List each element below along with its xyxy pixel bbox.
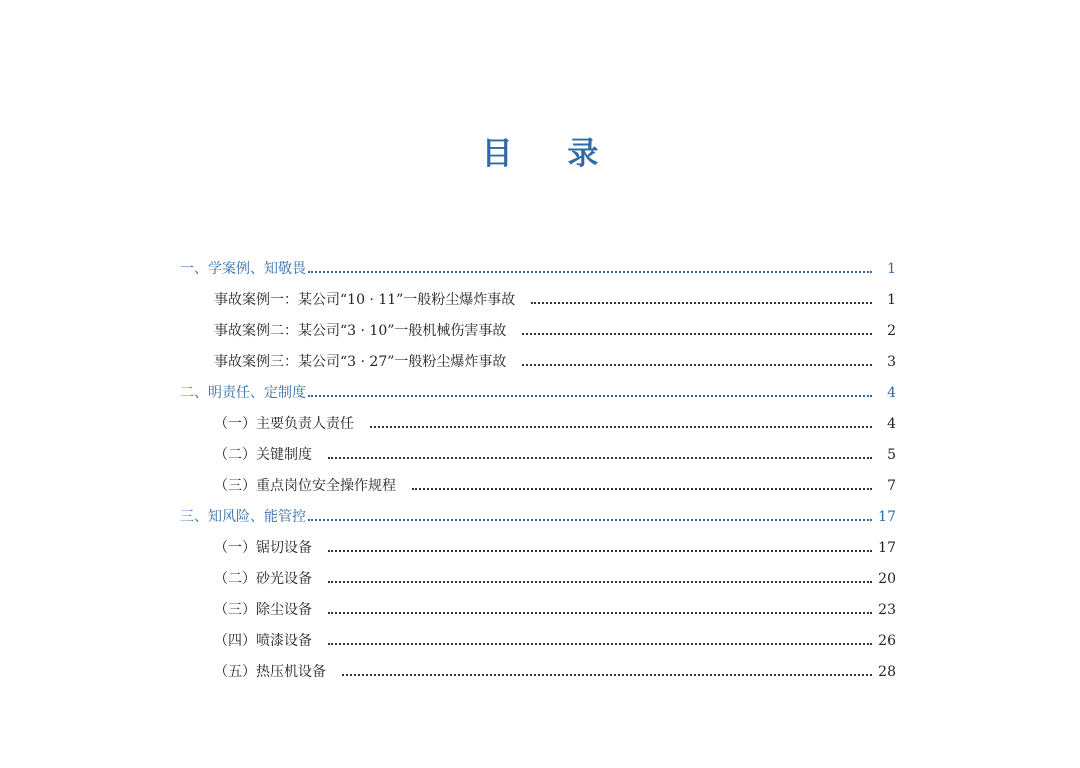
dot-leader xyxy=(328,611,872,614)
toc-page-number: 1 xyxy=(887,292,896,308)
toc-entry-label: （二）关键制度 xyxy=(214,447,312,463)
toc-entry-label: 三、知风险、能管控 xyxy=(180,509,306,525)
toc-entry-subsection[interactable] xyxy=(180,533,896,564)
toc-entry-label: （二）砂光设备 xyxy=(214,571,312,587)
toc-entry-label: 事故案例一：某公司“10 · 11”一般粉尘爆炸事故 xyxy=(214,292,516,308)
toc-entry-case-3[interactable] xyxy=(180,347,896,378)
toc-page-number: 4 xyxy=(887,416,896,432)
toc-entry-label: （五）热压机设备 xyxy=(214,664,326,680)
dot-leader xyxy=(370,425,872,428)
dot-leader xyxy=(412,487,872,490)
dot-leader xyxy=(531,301,872,304)
dot-leader xyxy=(522,363,872,366)
toc-page-number: 26 xyxy=(878,633,896,649)
dot-leader xyxy=(522,332,872,335)
dot-leader xyxy=(308,394,872,397)
toc-page-number: 1 xyxy=(887,261,896,277)
toc-entry-section-2[interactable] xyxy=(180,378,896,409)
toc-entry-label: 一、学案例、知敬畏 xyxy=(180,261,306,277)
toc-entry-subsection[interactable] xyxy=(180,657,896,688)
toc-entry-label: 二、明责任、定制度 xyxy=(180,385,306,401)
toc-entry-label: （一）主要负责人责任 xyxy=(214,416,354,432)
dot-leader xyxy=(328,580,872,583)
toc-page-number: 17 xyxy=(878,540,896,556)
toc-entry-label: 事故案例三：某公司“3 · 27”一般粉尘爆炸事故 xyxy=(214,354,507,370)
toc-entry-section-3[interactable] xyxy=(180,502,896,533)
toc-entry-subsection[interactable] xyxy=(180,471,896,502)
toc-page-number: 20 xyxy=(878,571,896,587)
toc-entry-case-1[interactable] xyxy=(180,285,896,316)
toc-page-number: 7 xyxy=(887,478,896,494)
toc-page-number: 28 xyxy=(878,664,896,680)
toc-entry-label: （四）喷漆设备 xyxy=(214,633,312,649)
dot-leader xyxy=(328,549,872,552)
toc-entry-subsection[interactable] xyxy=(180,626,896,657)
toc-page-number: 17 xyxy=(878,509,896,525)
toc-page-number: 2 xyxy=(887,323,896,339)
toc-entry-label: （三）重点岗位安全操作规程 xyxy=(214,478,396,494)
dot-leader xyxy=(328,456,872,459)
toc-page-number: 3 xyxy=(887,354,896,370)
toc-entry-label: （一）锯切设备 xyxy=(214,540,312,556)
toc-entry-subsection[interactable] xyxy=(180,409,896,440)
dot-leader xyxy=(308,270,872,273)
page-title: 目 录 xyxy=(481,136,621,172)
toc-entry-label: 事故案例二：某公司“3 · 10”一般机械伤害事故 xyxy=(214,323,507,339)
toc-entry-section-1[interactable] xyxy=(180,254,896,285)
dot-leader xyxy=(308,518,872,521)
toc-entry-subsection[interactable] xyxy=(180,595,896,626)
dot-leader xyxy=(328,642,872,645)
toc-entry-case-2[interactable] xyxy=(180,316,896,347)
toc-entry-subsection[interactable] xyxy=(180,440,896,471)
toc-entry-subsection[interactable] xyxy=(180,564,896,595)
toc-page-number: 4 xyxy=(887,385,896,401)
table-of-contents xyxy=(180,254,896,688)
toc-page-number: 5 xyxy=(887,447,896,463)
toc-entry-label: （三）除尘设备 xyxy=(214,602,312,618)
dot-leader xyxy=(342,673,872,676)
toc-page-number: 23 xyxy=(878,602,896,618)
